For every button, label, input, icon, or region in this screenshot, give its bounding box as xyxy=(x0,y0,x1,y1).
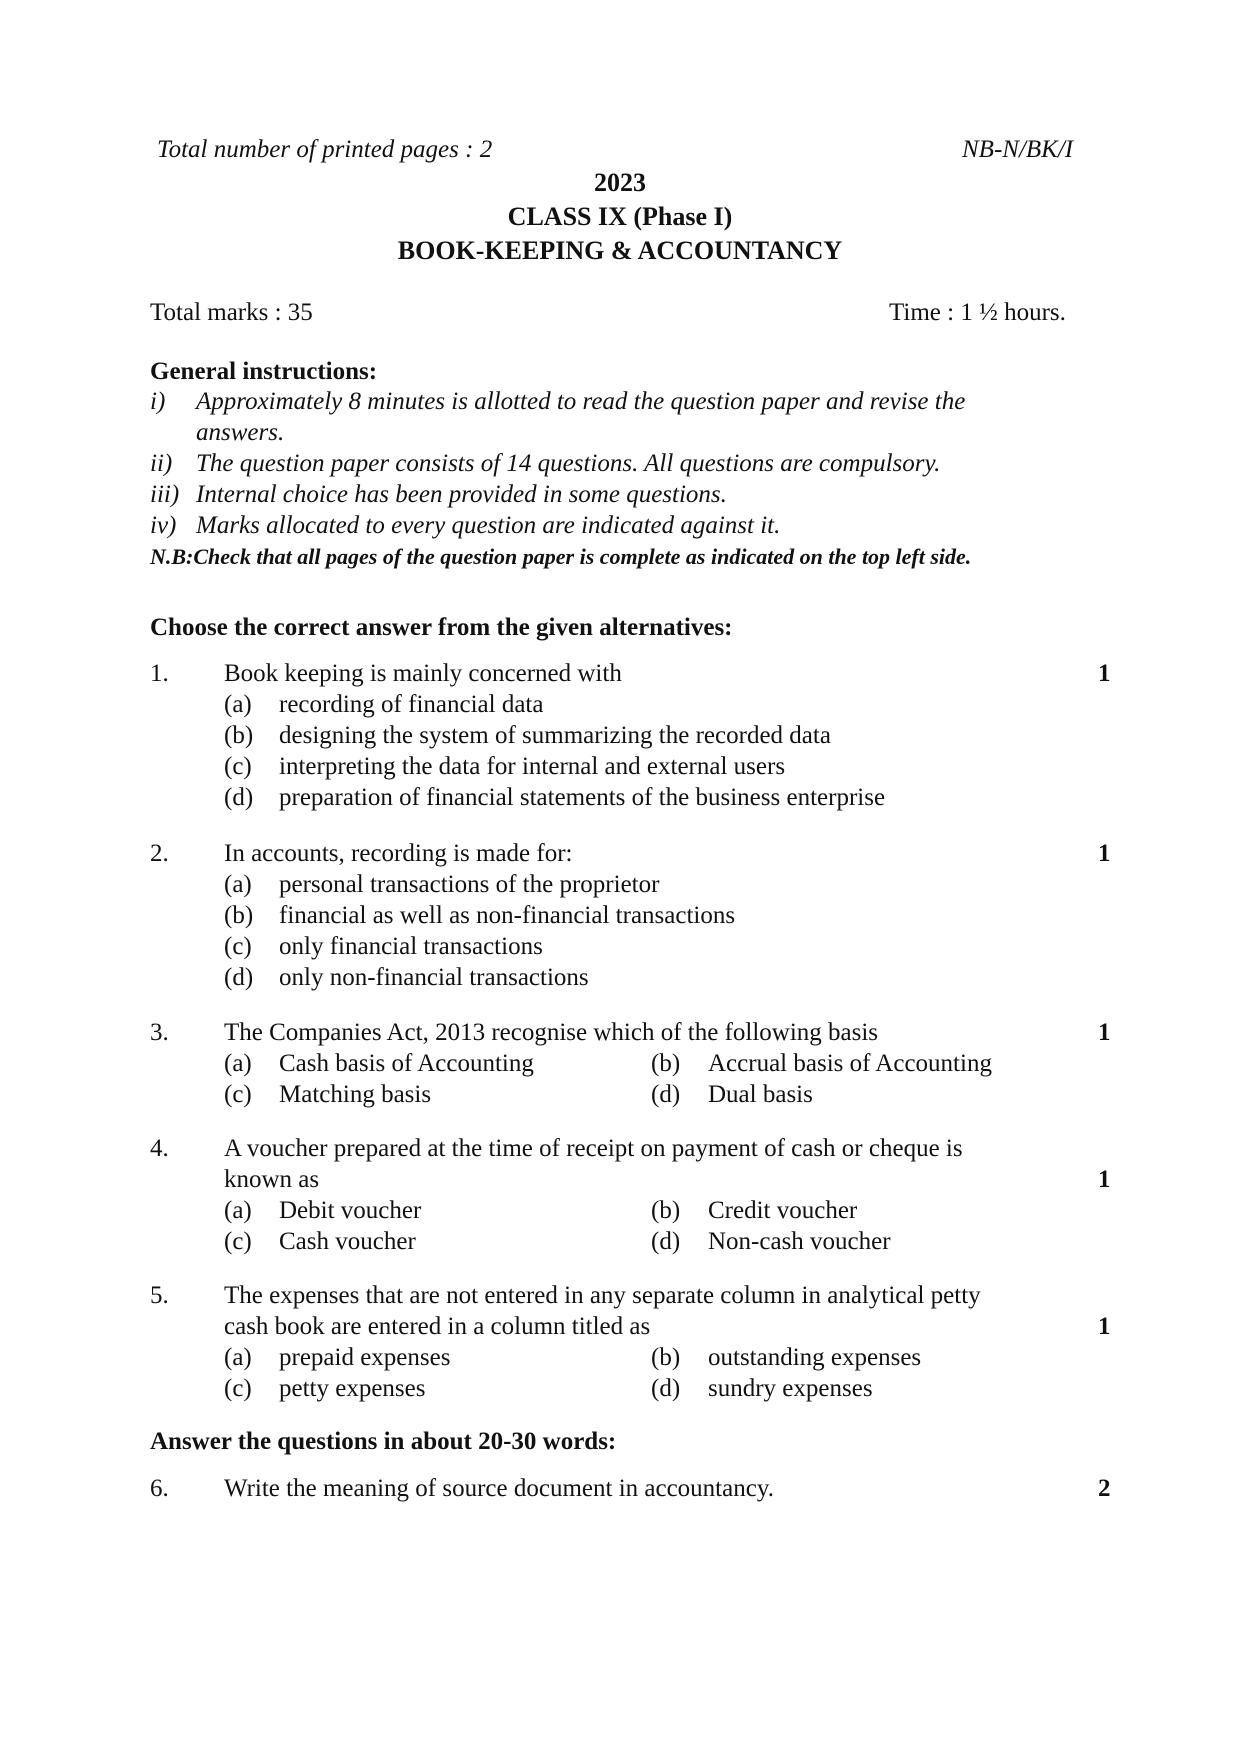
option-text: Cash basis of Accounting xyxy=(279,1050,534,1077)
question-number: 3. xyxy=(150,1019,169,1046)
option-letter: (d) xyxy=(651,1081,681,1108)
option-letter: (a) xyxy=(224,691,252,718)
question-text: The Companies Act, 2013 recognise which of the following basis xyxy=(224,1019,879,1046)
exam-year: 2023 xyxy=(594,168,646,197)
option-letter: (b) xyxy=(651,1050,681,1077)
option-text: petty expenses xyxy=(279,1375,426,1402)
option-letter: (b) xyxy=(224,902,254,929)
exam-time: Time : 1 ½ hours. xyxy=(889,299,1066,326)
option-text: Cash voucher xyxy=(279,1228,416,1255)
option-letter: (d) xyxy=(651,1375,681,1402)
instruction-text: answers. xyxy=(196,419,285,446)
instructions-heading: General instructions: xyxy=(150,358,378,385)
printed-pages-note: Total number of printed pages : 2 xyxy=(157,136,493,163)
section-heading: Answer the questions in about 20-30 words: xyxy=(150,1428,617,1455)
option-letter: (a) xyxy=(224,1344,252,1371)
question-text: known as xyxy=(224,1166,320,1193)
option-letter: (d) xyxy=(224,964,254,991)
question-text: A voucher prepared at the time of receipt on payment of cash or cheque is xyxy=(224,1135,963,1162)
question-marks: 1 xyxy=(1098,840,1111,867)
option-text: outstanding expenses xyxy=(708,1344,922,1371)
question-marks: 1 xyxy=(1098,660,1111,687)
option-text: personal transactions of the proprietor xyxy=(279,871,660,898)
paper-code: NB-N/BK/I xyxy=(962,136,1074,163)
option-letter: (a) xyxy=(224,1050,252,1077)
option-text: Debit voucher xyxy=(279,1197,422,1224)
instruction-number: ii) xyxy=(150,450,173,477)
instruction-text: The question paper consists of 14 questions. All questions are compulsory. xyxy=(196,450,941,477)
option-text: Matching basis xyxy=(279,1081,432,1108)
option-text: interpreting the data for internal and external users xyxy=(279,753,786,780)
option-letter: (b) xyxy=(651,1197,681,1224)
option-letter: (a) xyxy=(224,871,252,898)
option-text: designing the system of summarizing the recorded data xyxy=(279,722,831,749)
instruction-number: iv) xyxy=(150,512,177,539)
question-marks: 1 xyxy=(1098,1313,1111,1340)
option-text: financial as well as non-financial transactions xyxy=(279,902,736,929)
option-letter: (c) xyxy=(224,753,252,780)
instruction-text: Internal choice has been provided in some questions. xyxy=(196,481,727,508)
exam-subject: BOOK-KEEPING & ACCOUNTANCY xyxy=(397,236,843,265)
option-letter: (a) xyxy=(224,1197,252,1224)
instruction-text: Approximately 8 minutes is allotted to read the question paper and revise the xyxy=(196,388,966,415)
section-heading: Choose the correct answer from the given alternatives: xyxy=(150,614,733,641)
question-text: Book keeping is mainly concerned with xyxy=(224,660,622,687)
question-marks: 1 xyxy=(1098,1166,1111,1193)
total-marks: Total marks : 35 xyxy=(150,299,313,326)
option-letter: (c) xyxy=(224,933,252,960)
option-text: prepaid expenses xyxy=(279,1344,451,1371)
option-text: only non-financial transactions xyxy=(279,964,589,991)
option-letter: (d) xyxy=(651,1228,681,1255)
option-letter: (d) xyxy=(224,784,254,811)
question-text: The expenses that are not entered in any separate column in analytical petty xyxy=(224,1282,981,1309)
question-number: 1. xyxy=(150,660,169,687)
instruction-number: iii) xyxy=(150,481,180,508)
option-text: Credit voucher xyxy=(708,1197,858,1224)
option-letter: (c) xyxy=(224,1081,252,1108)
option-text: recording of financial data xyxy=(279,691,544,718)
option-text: Accrual basis of Accounting xyxy=(708,1050,992,1077)
exam-class: CLASS IX (Phase I) xyxy=(507,202,733,231)
question-marks: 1 xyxy=(1098,1019,1111,1046)
question-text: cash book are entered in a column titled as xyxy=(224,1313,651,1340)
option-text: Dual basis xyxy=(708,1081,813,1108)
nb-note: N.B:Check that all pages of the question paper is complete as indicated on the top left side. xyxy=(150,544,972,569)
question-number: 4. xyxy=(150,1135,169,1162)
option-letter: (c) xyxy=(224,1228,252,1255)
option-text: preparation of financial statements of the business enterprise xyxy=(279,784,886,811)
instruction-text: Marks allocated to every question are indicated against it. xyxy=(196,512,781,539)
question-text: Write the meaning of source document in accountancy. xyxy=(224,1475,774,1502)
option-text: Non-cash voucher xyxy=(708,1228,891,1255)
question-text: In accounts, recording is made for: xyxy=(224,840,573,867)
option-letter: (c) xyxy=(224,1375,252,1402)
option-text: only financial transactions xyxy=(279,933,543,960)
option-letter: (b) xyxy=(224,722,254,749)
instruction-number: i) xyxy=(150,388,166,415)
question-number: 2. xyxy=(150,840,169,867)
question-number: 5. xyxy=(150,1282,169,1309)
option-text: sundry expenses xyxy=(708,1375,873,1402)
question-number: 6. xyxy=(150,1475,169,1502)
question-marks: 2 xyxy=(1098,1475,1111,1502)
option-letter: (b) xyxy=(651,1344,681,1371)
